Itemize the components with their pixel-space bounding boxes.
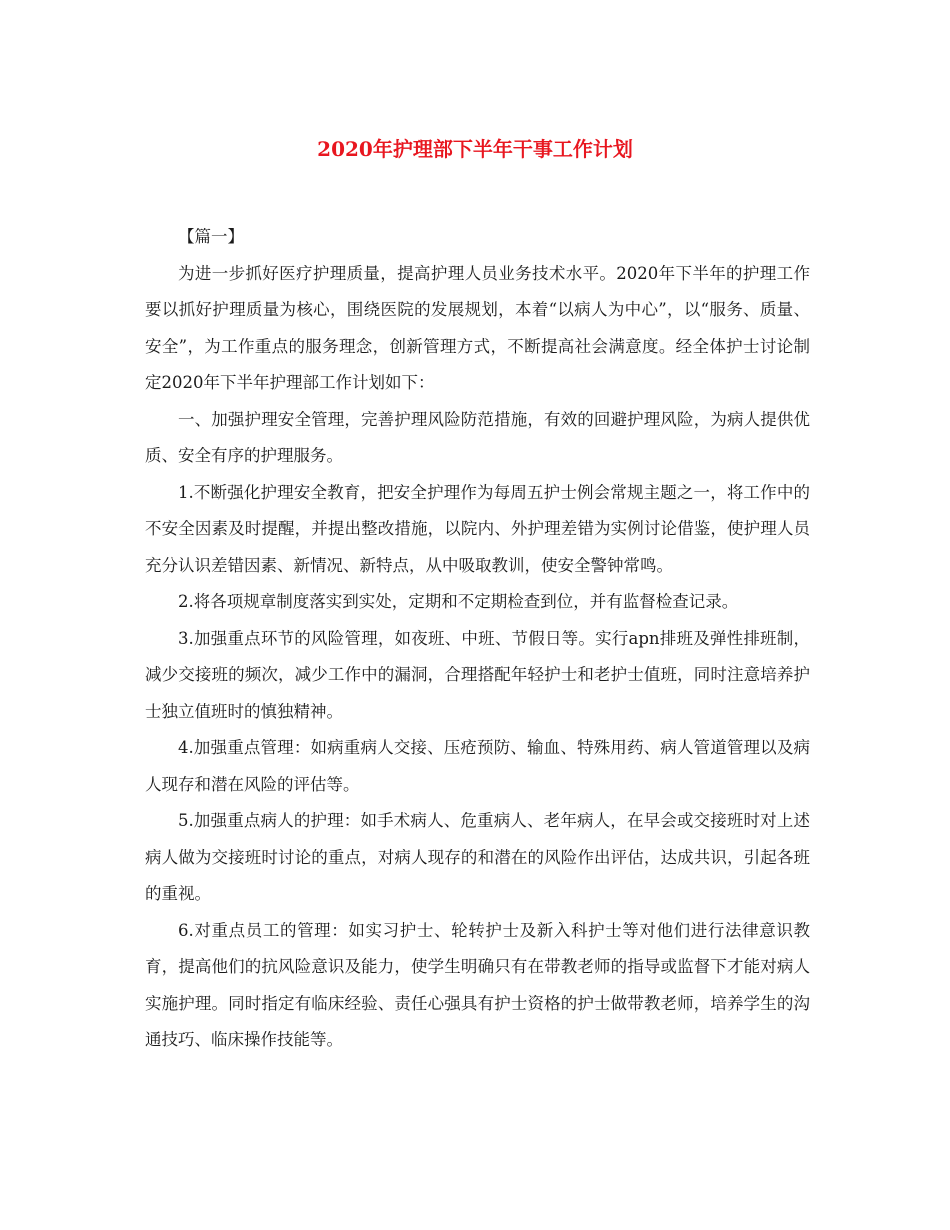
paragraph-item-2: 2.将各项规章制度落实到实处，定期和不定期检查到位，并有监督检查记录。 xyxy=(178,592,739,611)
paragraph-item-4: 4.加强重点管理：如病重病人交接、压疮预防、输血、特殊用药、病人管道管理以及病人现存和潜在风险的评估等。 xyxy=(145,738,810,794)
paragraph-item-3: 3.加强重点环节的风险管理，如夜班、中班、节假日等。实行apn排班及弹性排班制，减少交接班的频次，减少工作中的漏洞，合理搭配年轻护士和老护士值班，同时注意培养护士独立值班时的慎独精神。 xyxy=(145,628,810,721)
page-title: 2020年护理部下半年干事工作计划 xyxy=(317,137,633,161)
section-label: 【篇一】 xyxy=(178,227,244,246)
paragraph-intro: 为进一步抓好医疗护理质量，提高护理人员业务技术水平。2020年下半年的护理工作要以抓好护理质量为核心，围绕医院的发展规划，本着“以病人为中心”，以“服务、质量、安全”，为工作重点的服务理念，创新管理方式，不断提高社会满意度。经全体护士讨论制定2020年下半年护理部工作计划如下： xyxy=(145,263,810,392)
paragraph-heading-1: 一、加强护理安全管理，完善护理风险防范措施，有效的回避护理风险，为病人提供优质、安全有序的护理服务。 xyxy=(145,409,810,465)
paragraph-item-5: 5.加强重点病人的护理：如手术病人、危重病人、老年病人，在早会或交接班时对上述病人做为交接班时讨论的重点，对病人现存的和潜在的风险作出评估，达成共识，引起各班的重视。 xyxy=(145,811,810,903)
paragraph-item-1: 1.不断强化护理安全教育，把安全护理作为每周五护士例会常规主题之一，将工作中的不安全因素及时提醒，并提出整改措施，以院内、外护理差错为实例讨论借鉴，使护理人员充分认识差错因素、新情况、新特点，从中吸取教训，使安全警钟常鸣。 xyxy=(145,482,810,575)
paragraph-item-6: 6.对重点员工的管理：如实习护士、轮转护士及新入科护士等对他们进行法律意识教育，提高他们的抗风险意识及能力，使学生明确只有在带教老师的指导或监督下才能对病人实施护理。同时指定有临床经验、责任心强具有护士资格的护士做带教老师，培养学生的沟通技巧、临床操作技能等。 xyxy=(145,920,810,1049)
document-body xyxy=(145,219,810,1059)
